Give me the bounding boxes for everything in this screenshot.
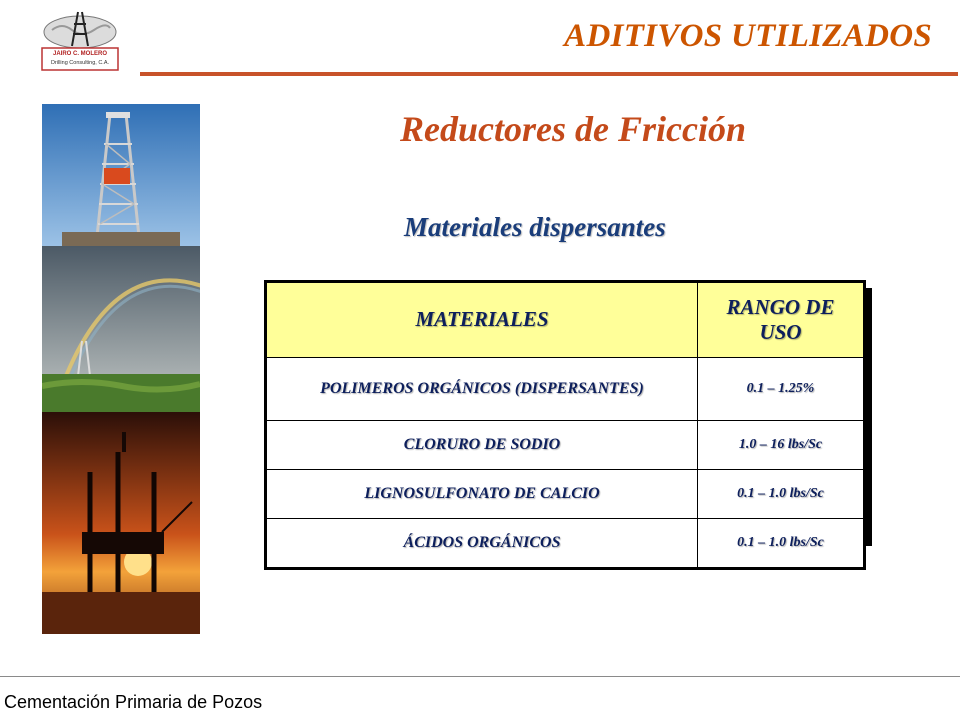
rainbow-field-rig-photo: [42, 246, 200, 412]
table-header-row: [266, 282, 865, 358]
material-cell: POLIMEROS ORGÁNICOS (DISPERSANTES): [266, 358, 698, 421]
range-cell: 0.1 – 1.0 lbs/Sc: [698, 470, 865, 519]
range-cell: 0.1 – 1.25%: [698, 358, 865, 421]
header-materiales: MATERIALES: [266, 282, 698, 358]
logo-line-2: Drilling Consulting, C.A.: [50, 60, 110, 66]
table-row: [266, 358, 865, 421]
drilling-rig-photo: [42, 104, 200, 246]
materials-table: [264, 280, 866, 570]
table-row: [266, 421, 865, 470]
header-title: ADITIVOS UTILIZADOS: [564, 18, 932, 54]
footer-divider: [0, 676, 960, 677]
offshore-platform-sunset-photo: [42, 412, 200, 634]
material-cell: LIGNOSULFONATO DE CALCIO: [266, 470, 698, 519]
header-divider: [140, 72, 958, 76]
logo-line-1: JAIRO C. MOLERO: [52, 51, 107, 57]
materials-table-container: [264, 280, 866, 570]
range-cell: 0.1 – 1.0 lbs/Sc: [698, 519, 865, 569]
company-logo: [38, 10, 122, 72]
range-cell: 1.0 – 16 lbs/Sc: [698, 421, 865, 470]
section-title: Reductores de Fricción: [400, 109, 746, 149]
subtitle: Materiales dispersantes: [404, 212, 666, 242]
footer-text: Cementación Primaria de Pozos: [4, 692, 263, 712]
material-cell: ÁCIDOS ORGÁNICOS: [266, 519, 698, 569]
table-row: [266, 470, 865, 519]
header-rango-de-uso: RANGO DE USO: [698, 282, 865, 358]
table-row: [266, 519, 865, 569]
material-cell: CLORURO DE SODIO: [266, 421, 698, 470]
